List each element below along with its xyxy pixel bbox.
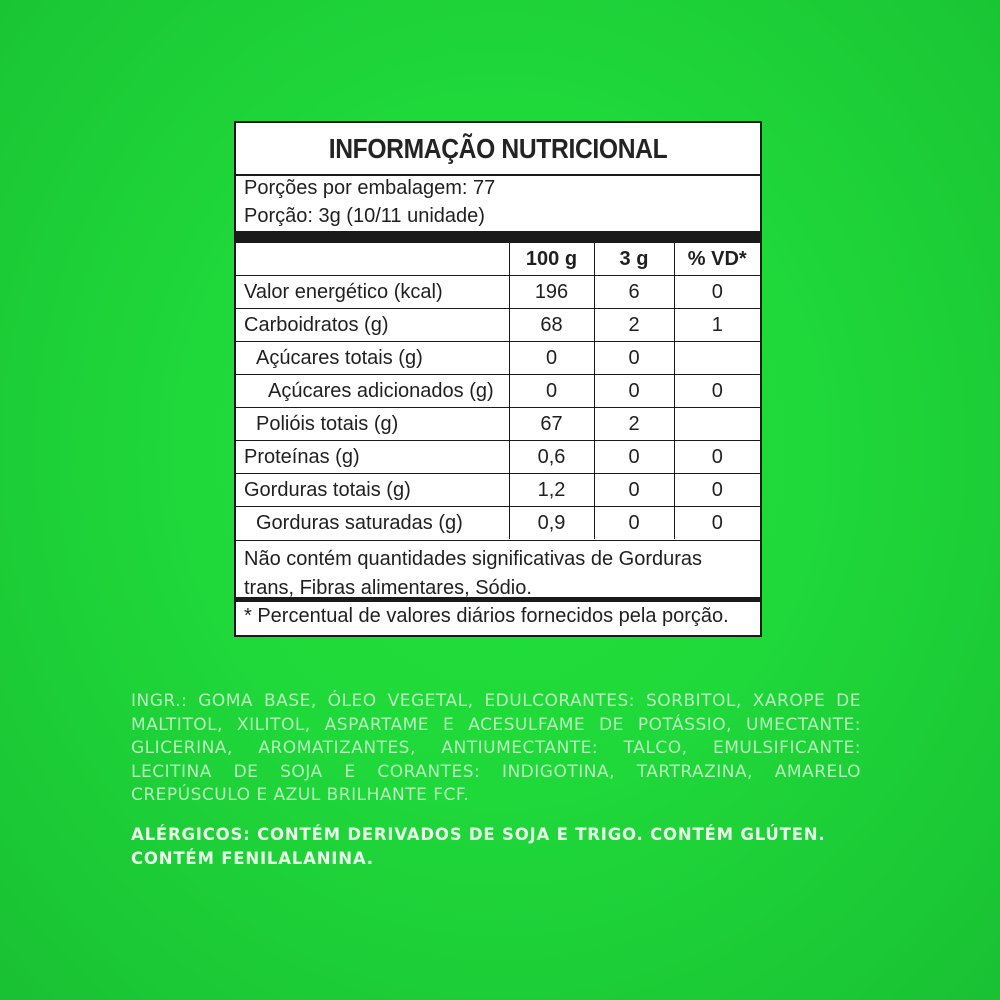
value-100g: 1,2 [509,474,594,507]
table-row [236,441,760,474]
value-vd [674,408,760,441]
allergens-text: ALÉRGICOS: CONTÉM DERIVADOS DE SOJA E TRIGO. CONTÉM GLÚTEN. CONTÉM FENILALANINA. [131,825,826,868]
value-100g: 196 [509,276,594,309]
value-100g: 68 [509,309,594,342]
header-cell-label [236,243,509,276]
nutrient-label: Gorduras saturadas (g) [236,507,509,540]
vd-footnote: * Percentual de valores diários fornecidos pela porção. [236,597,760,635]
table-row [236,408,760,441]
title-divider [236,174,760,176]
table-row [236,309,760,342]
value-vd: 0 [674,474,760,507]
value-vd: 1 [674,309,760,342]
header-cell-vd: % VD* [687,247,747,270]
value-portion: 0 [594,342,674,375]
value-100g: 0 [509,375,594,408]
value-vd: 0 [674,441,760,474]
nutrient-label: Açúcares totais (g) [236,342,509,375]
value-vd: 0 [674,276,760,309]
value-portion: 6 [594,276,674,309]
nutrient-label: Proteínas (g) [236,441,509,474]
thick-divider [236,231,760,243]
table-header-row [236,243,760,276]
value-portion: 0 [594,474,674,507]
table-row [236,276,760,309]
nutrition-table-wrapper [236,243,760,539]
table-row [236,375,760,408]
nutrition-table [236,243,760,539]
value-vd: 0 [674,507,760,540]
ingredients-text: INGR.: GOMA BASE, ÓLEO VEGETAL, EDULCORANTES: SORBITOL, XAROPE DE MALTITOL, XILITOL, ASPARTAME E ACESULFAME DE POTÁSSIO, UMECTANTE: GLICERINA, AROMATIZANTES, ANTIUMECTANTE: TALCO, EMULSIFICANTE: LECITINA DE SOJA E CORANTES: INDIGOTINA, TARTRAZINA, AMARELO CREPÚSCULO E AZUL BRILHANTE FCF. [131,691,861,805]
value-100g: 67 [509,408,594,441]
value-vd: 0 [674,375,760,408]
table-row [236,342,760,375]
header-cell-100g: 100 g [509,243,594,276]
value-100g: 0,9 [509,507,594,540]
table-row [236,474,760,507]
servings-per-package: Porções por embalagem: 77 [244,177,496,199]
nutrient-label: Valor energético (kcal) [236,276,509,309]
value-portion: 0 [594,507,674,540]
nutrient-label: Carboidratos (g) [236,309,509,342]
header-cell-3g: 3 g [594,243,674,276]
value-100g: 0 [509,342,594,375]
table-row [236,507,760,540]
value-portion: 0 [594,441,674,474]
nutrition-facts-panel [234,121,762,637]
nutrient-label: Polióis totais (g) [236,408,509,441]
value-portion: 2 [594,408,674,441]
nutrient-label: Gorduras totais (g) [236,474,509,507]
serving-size: Porção: 3g (10/11 unidade) [244,205,485,227]
nutrient-label: Açúcares adicionados (g) [236,375,509,408]
nutrition-title: INFORMAÇÃO NUTRICIONAL [328,133,668,164]
value-100g: 0,6 [509,441,594,474]
nutrition-note: Não contém quantidades significativas de Gorduras trans, Fibras alimentares, Sódio. [236,540,760,596]
value-portion: 2 [594,309,674,342]
value-portion: 0 [594,375,674,408]
value-vd [674,342,760,375]
